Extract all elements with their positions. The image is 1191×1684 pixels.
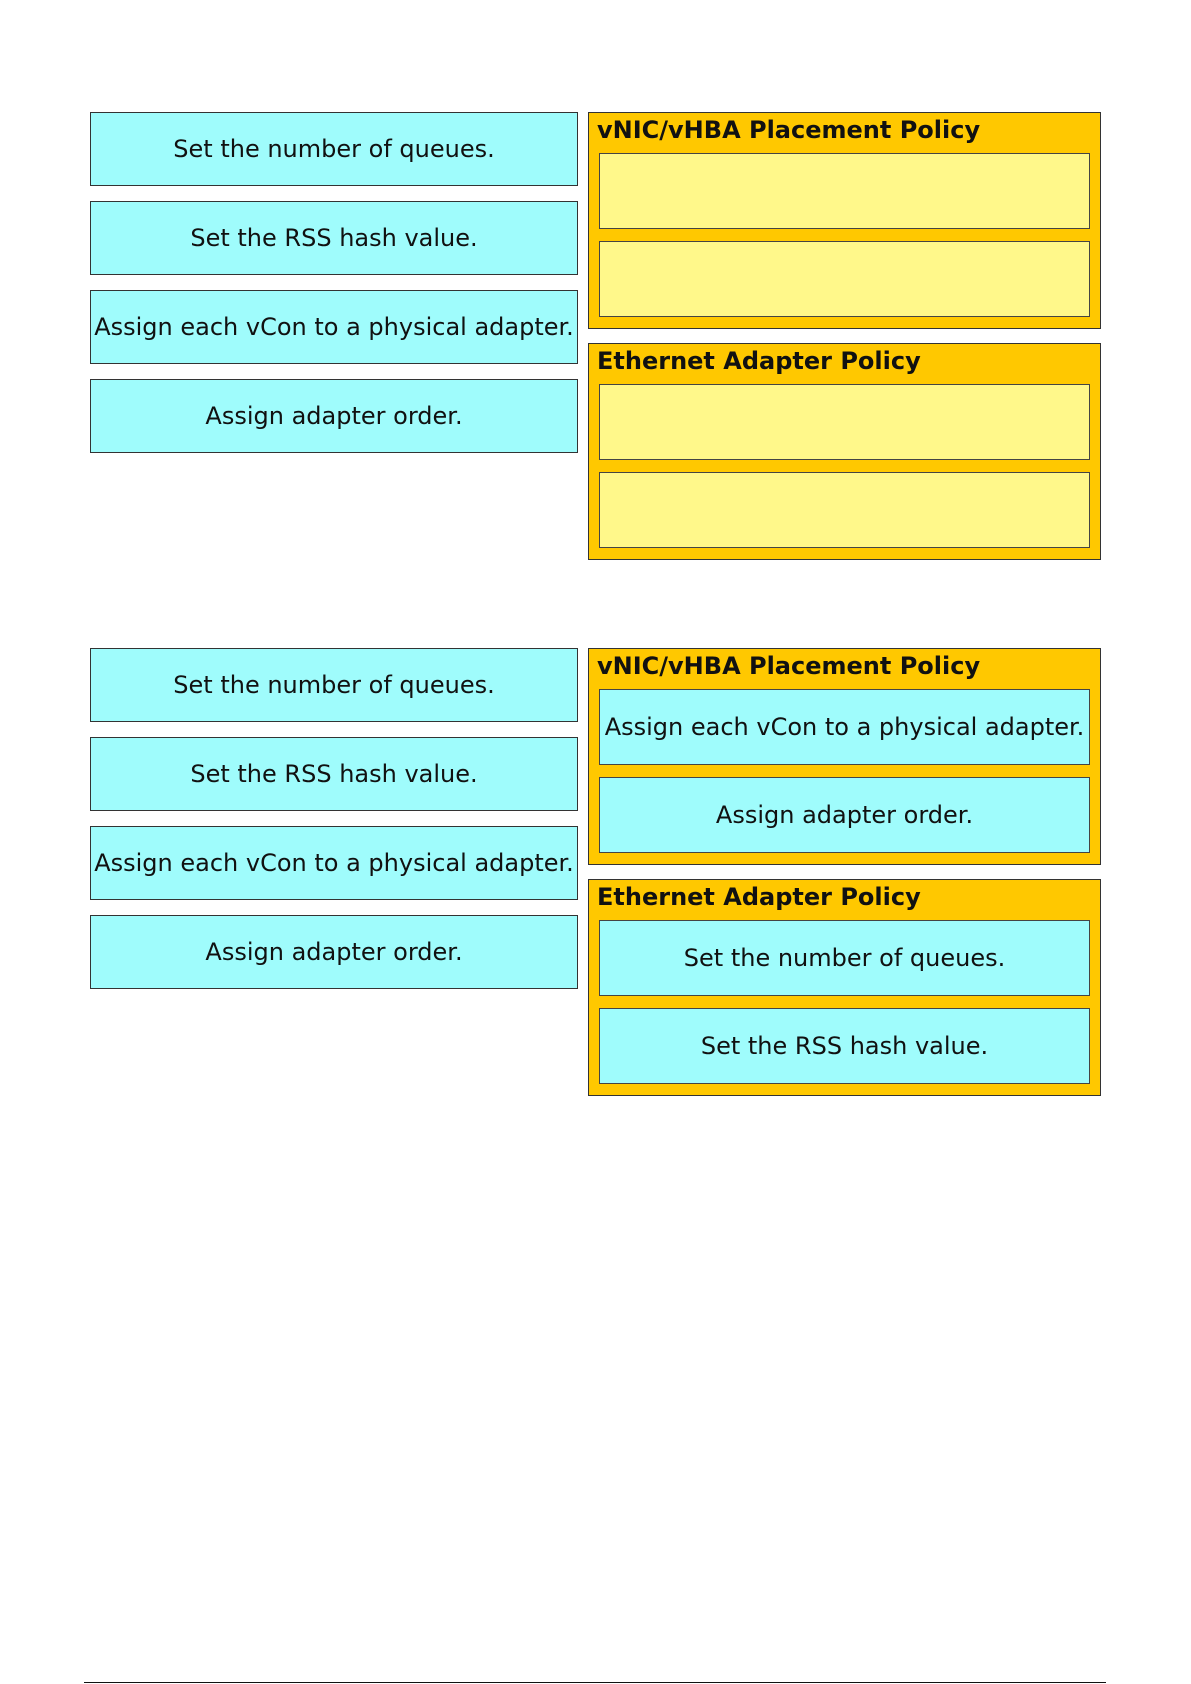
question-panel (0, 112, 1191, 562)
placement-policy-target (588, 648, 1101, 865)
placement-policy-title: vNIC/vHBA Placement Policy (597, 116, 981, 144)
source-item-vcon[interactable]: Assign each vCon to a physical adapter. (90, 290, 578, 364)
footer-divider (84, 1682, 1106, 1683)
placed-item-vcon[interactable]: Assign each vCon to a physical adapter. (599, 689, 1090, 765)
drop-slot[interactable] (599, 241, 1090, 317)
source-item-queues[interactable]: Set the number of queues. (90, 648, 578, 722)
drop-slot[interactable] (599, 384, 1090, 460)
placed-item-adapter-order[interactable]: Assign adapter order. (599, 777, 1090, 853)
ethernet-policy-title: Ethernet Adapter Policy (597, 883, 921, 911)
source-item-adapter-order[interactable]: Assign adapter order. (90, 379, 578, 453)
ethernet-policy-target (588, 343, 1101, 560)
placed-item-rss-hash[interactable]: Set the RSS hash value. (599, 1008, 1090, 1084)
ethernet-policy-target (588, 879, 1101, 1096)
source-item-rss-hash[interactable]: Set the RSS hash value. (90, 201, 578, 275)
source-item-queues[interactable]: Set the number of queues. (90, 112, 578, 186)
placed-item-queues[interactable]: Set the number of queues. (599, 920, 1090, 996)
placement-policy-target (588, 112, 1101, 329)
answer-panel (0, 648, 1191, 1098)
drop-slot[interactable] (599, 472, 1090, 548)
source-item-rss-hash[interactable]: Set the RSS hash value. (90, 737, 578, 811)
source-item-adapter-order[interactable]: Assign adapter order. (90, 915, 578, 989)
drop-slot[interactable] (599, 153, 1090, 229)
ethernet-policy-title: Ethernet Adapter Policy (597, 347, 921, 375)
placement-policy-title: vNIC/vHBA Placement Policy (597, 652, 981, 680)
source-item-vcon[interactable]: Assign each vCon to a physical adapter. (90, 826, 578, 900)
